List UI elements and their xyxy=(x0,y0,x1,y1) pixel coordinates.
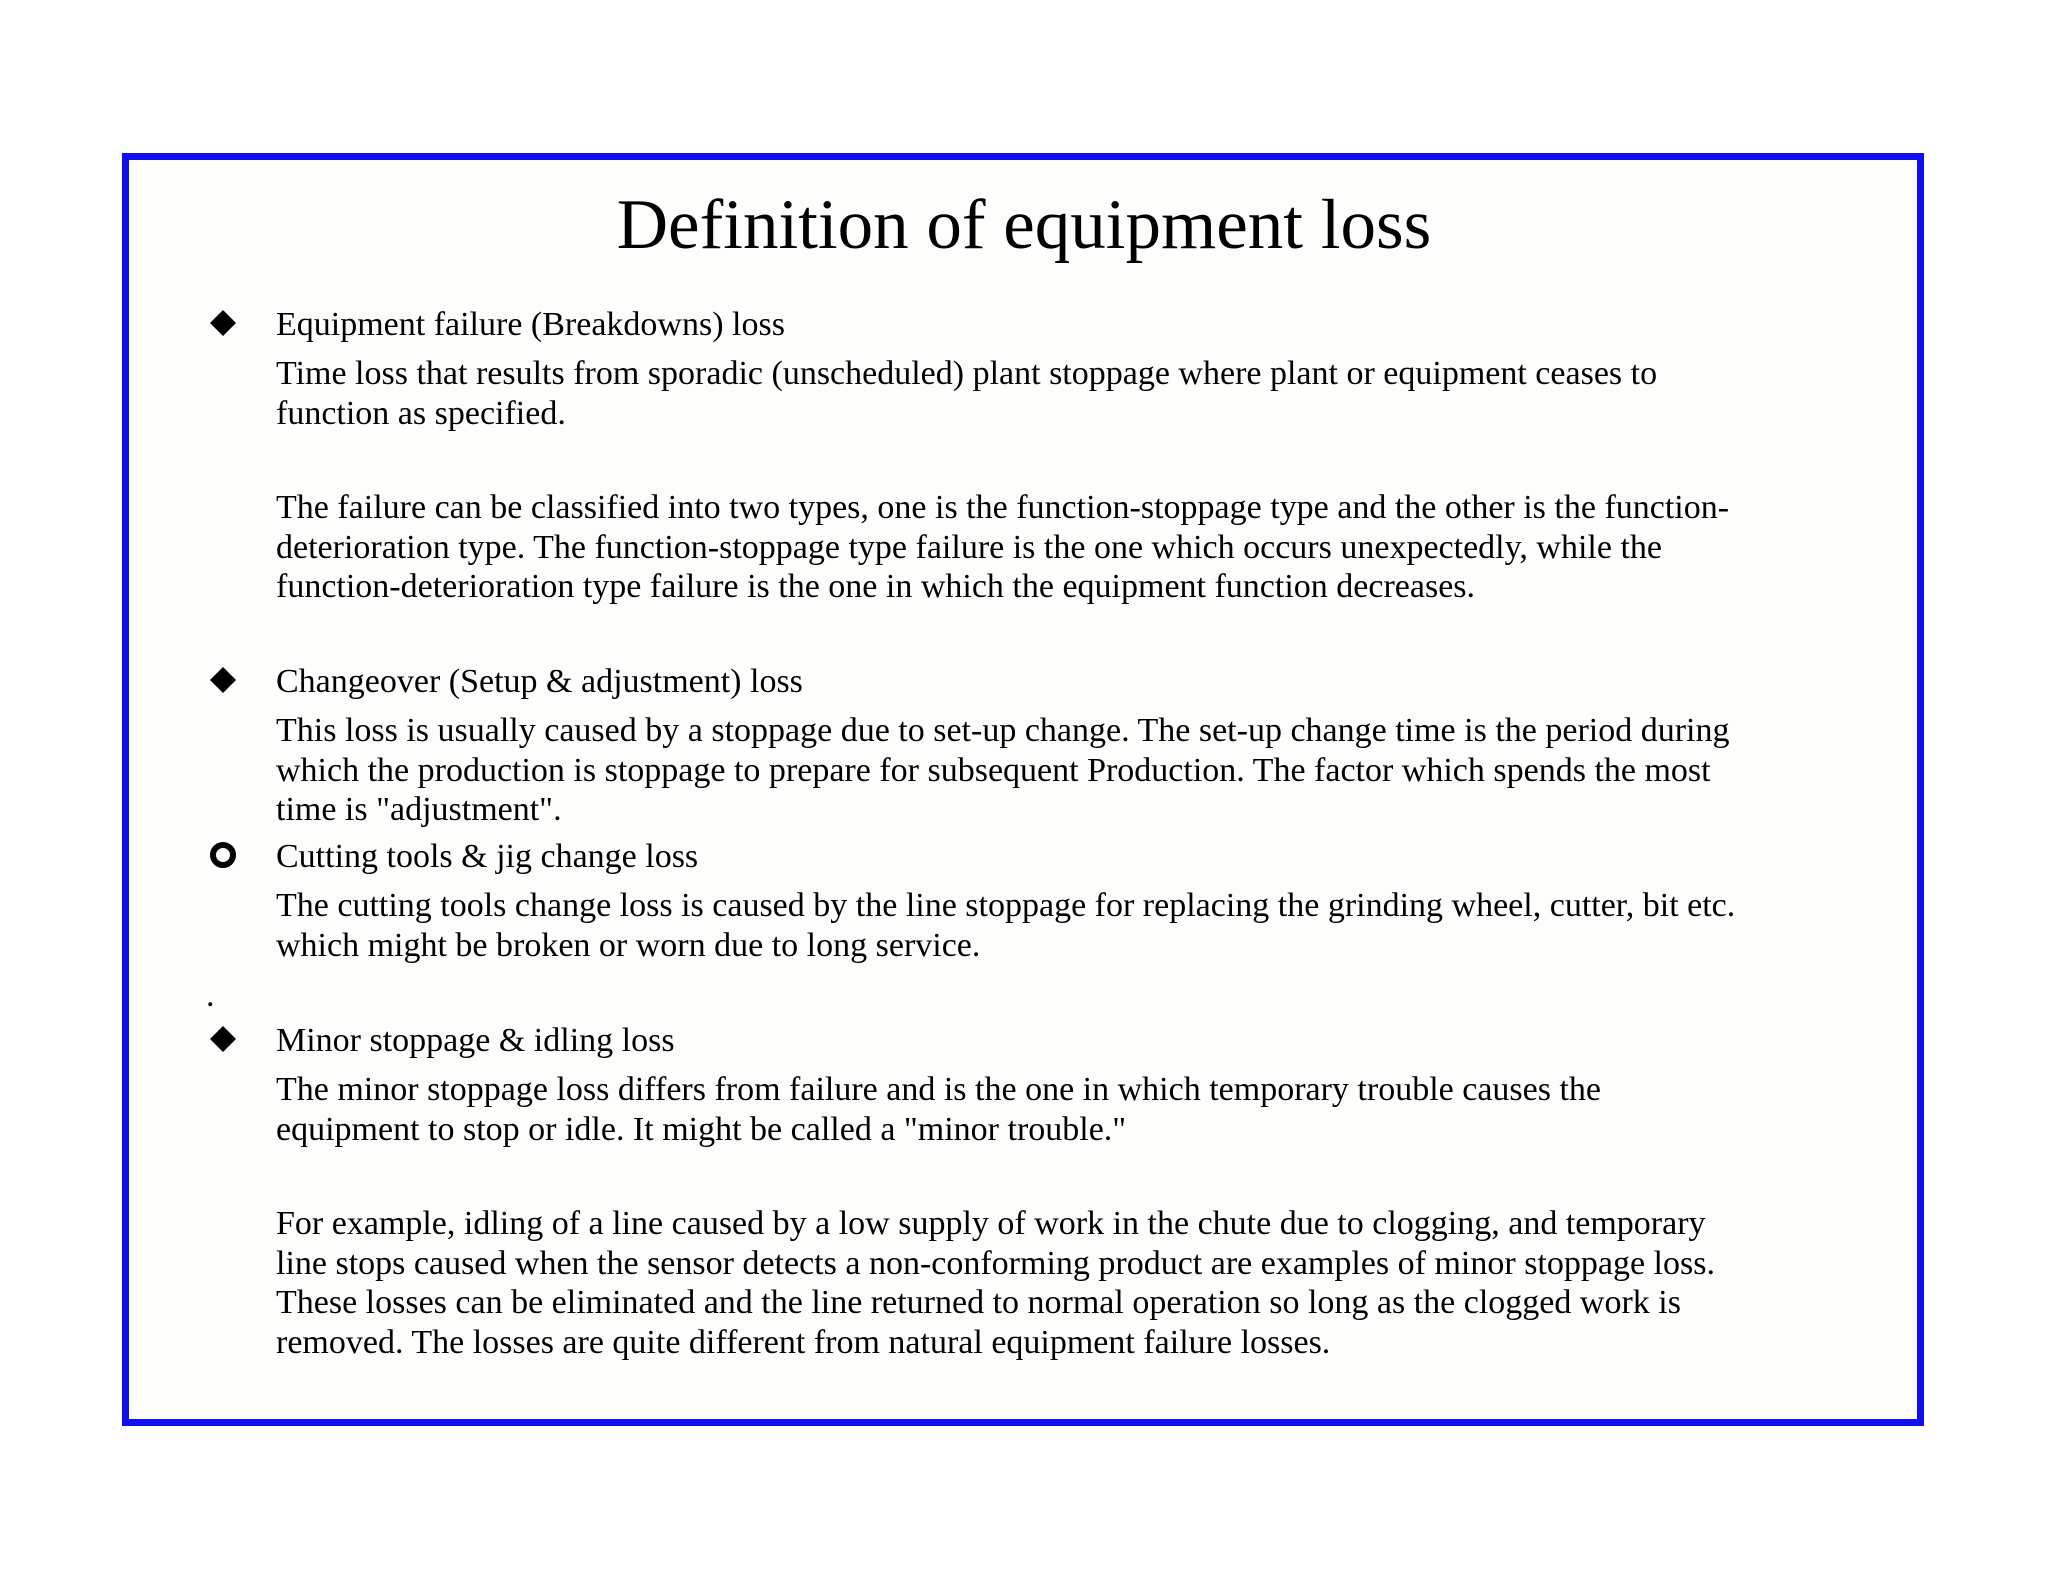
paragraph-cutting-tools-definition xyxy=(276,886,1735,965)
stray-dot: . xyxy=(206,977,215,1014)
text-line: deterioration type. The function-stoppage type failure is the one which occurs unexpectedly, while the xyxy=(276,528,1662,566)
ring-icon xyxy=(209,841,237,869)
paragraph-minor-stoppage-example xyxy=(276,1204,1715,1362)
text-line: The minor stoppage loss differs from failure and is the one in which temporary trouble causes the xyxy=(276,1071,1602,1108)
section-heading-equipment-failure: Equipment failure (Breakdowns) loss xyxy=(276,306,785,343)
text-line: These losses can be eliminated and the line returned to normal operation so long as the clogged work is xyxy=(276,1284,1681,1321)
text-line: For example, idling of a line caused by a low supply of work in the chute due to clogging, and temporary xyxy=(276,1205,1706,1242)
paragraph-minor-stoppage-definition xyxy=(276,1070,1601,1149)
diamond-icon xyxy=(209,666,237,694)
text-line: which might be broken or worn due to long service. xyxy=(276,926,981,964)
text-line: The cutting tools change loss is caused by the line stoppage for replacing the grinding wheel, cutter, bit etc. xyxy=(276,887,1736,924)
text-line: function as specified. xyxy=(276,394,566,432)
diamond-icon xyxy=(209,1025,237,1053)
paragraph-changeover-definition xyxy=(276,711,1729,830)
paragraph-failure-types xyxy=(276,488,1729,607)
paragraph-equipment-failure-definition xyxy=(276,354,1657,433)
section-heading-changeover: Changeover (Setup & adjustment) loss xyxy=(276,663,803,700)
text-line: removed. The losses are quite different from natural equipment failure losses. xyxy=(276,1323,1331,1361)
page-title: Definition of equipment loss xyxy=(616,186,1432,264)
text-line: function-deterioration type failure is the one in which the equipment function decreases. xyxy=(276,568,1476,605)
text-line: Time loss that results from sporadic (unscheduled) plant stoppage where plant or equipment ceases to xyxy=(276,355,1658,392)
text-line: line stops caused when the sensor detects a non-conforming product are examples of minor stoppage loss. xyxy=(276,1244,1715,1282)
text-line: equipment to stop or idle. It might be called a "minor trouble." xyxy=(276,1110,1127,1148)
diamond-icon xyxy=(209,309,237,337)
text-line: time is "adjustment". xyxy=(276,791,562,828)
text-line: This loss is usually caused by a stoppage due to set-up change. The set-up change time is the period during xyxy=(276,712,1730,749)
text-line: which the production is stoppage to prepare for subsequent Production. The factor which spends the most xyxy=(276,751,1711,789)
text-line: The failure can be classified into two types, one is the function-stoppage type and the other is the function- xyxy=(276,489,1730,526)
section-heading-cutting-tools: Cutting tools & jig change loss xyxy=(276,838,699,875)
section-heading-minor-stoppage: Minor stoppage & idling loss xyxy=(276,1022,675,1059)
